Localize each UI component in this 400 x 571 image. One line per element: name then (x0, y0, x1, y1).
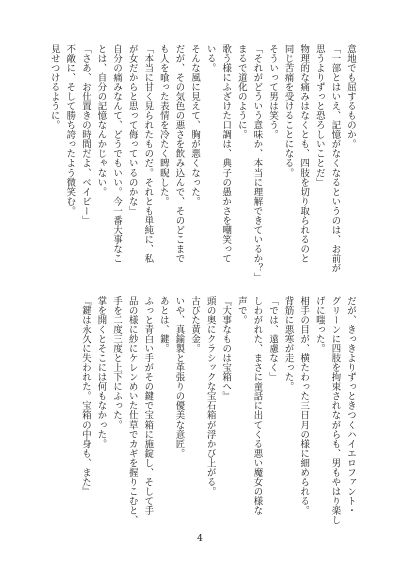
text-line: あとは、鍵。 (157, 296, 169, 354)
text-line: そんな風に見えて、胸が悪くなった。 (189, 44, 201, 207)
text-line: が女だからと思って侮っているのかな」 (126, 44, 138, 216)
text-line: だが、きっきよりずっときつくハイエロファント・ (345, 296, 356, 516)
text-line: いる。 (204, 44, 216, 73)
text-line: 古びた黄金。 (189, 296, 201, 354)
text-line: 声で。 (235, 296, 247, 325)
text-line: 「本当に甘く見られたものだ。それとも単純に、私 (142, 44, 154, 264)
text-line: しわがれた、まさに童話に出てくる悪い魔女の様な (251, 296, 263, 516)
text-line: 意地でも屈するものか。 (345, 44, 356, 149)
text-line: 「一部とはいえ、記憶がなくなるというのは、お前が (329, 44, 341, 273)
text-line: 思うよりずっと恐ろしいことだ」 (313, 44, 325, 188)
text-line: げに嗤った。 (313, 296, 325, 354)
text-line: 相手の目が、横たわった三日月の様に細められる。 (298, 296, 310, 516)
text-line: グリーンに四肢を拘束されながらも、男もやはり楽し (329, 296, 341, 525)
text-line: 物理的な痛みはなくとも、四肢を切り取られるのと (298, 44, 310, 264)
text-line: 自分の痛みなんて、どうでもいい。今一番大事なこ (111, 44, 123, 264)
text-line: まるで道化のように。 (235, 44, 247, 140)
text-line: だが、その気色の悪さを飲み込んで、そのどこまで (173, 44, 185, 264)
text-line: 手を二度三度と上下にふった。 (111, 296, 123, 430)
page-number: 4 (197, 534, 203, 544)
lower-text-block (46, 296, 358, 525)
text-line: そういって男は笑う。 (267, 44, 279, 140)
upper-text-block (46, 44, 358, 283)
text-line: も人を喰った表情を冷たく睥睨した。 (157, 44, 169, 207)
text-line: 頭の奥にクラシックな宝石箱が浮かび上がる。 (204, 296, 216, 497)
text-line: とは、自分の記憶なんかじゃない。 (95, 44, 107, 197)
text-line: 「では、遠慮なく」 (267, 296, 279, 382)
text-line: ふっと青白い手がその鍵で宝箱に施錠し、そして手 (142, 296, 154, 516)
text-line: 不敵に、そして勝ち誇ったよう微笑む。 (64, 44, 76, 216)
text-line: 見せつけるように。 (48, 44, 60, 130)
text-line: いや、真鍮製と革張りの優美な意匠。 (173, 296, 185, 459)
text-line: 「それがどういう意味か、本当に理解できているか？」 (251, 44, 263, 283)
text-line: 『大事なものは宝箱へ』 (220, 296, 232, 401)
text-line: 「さあ、お仕置きの時間だよ、ベイビー」 (79, 44, 91, 226)
text-line: 同じ苦痛を受けることになる。 (282, 44, 294, 178)
text-line: 背筋に悪寒が走った。 (282, 296, 294, 392)
text-line: 品の様に紗にケレンめいた仕草でカギを握りこむと、 (126, 296, 138, 525)
text-line: 掌を開くとそこには何もなかった。 (95, 296, 107, 449)
text-line: 歌う様にふざけた口調は、典子の愚かさを嘲笑って (220, 44, 232, 264)
text-line: 『鍵は永久に失われた。宝箱の中身も、また』 (79, 296, 91, 497)
